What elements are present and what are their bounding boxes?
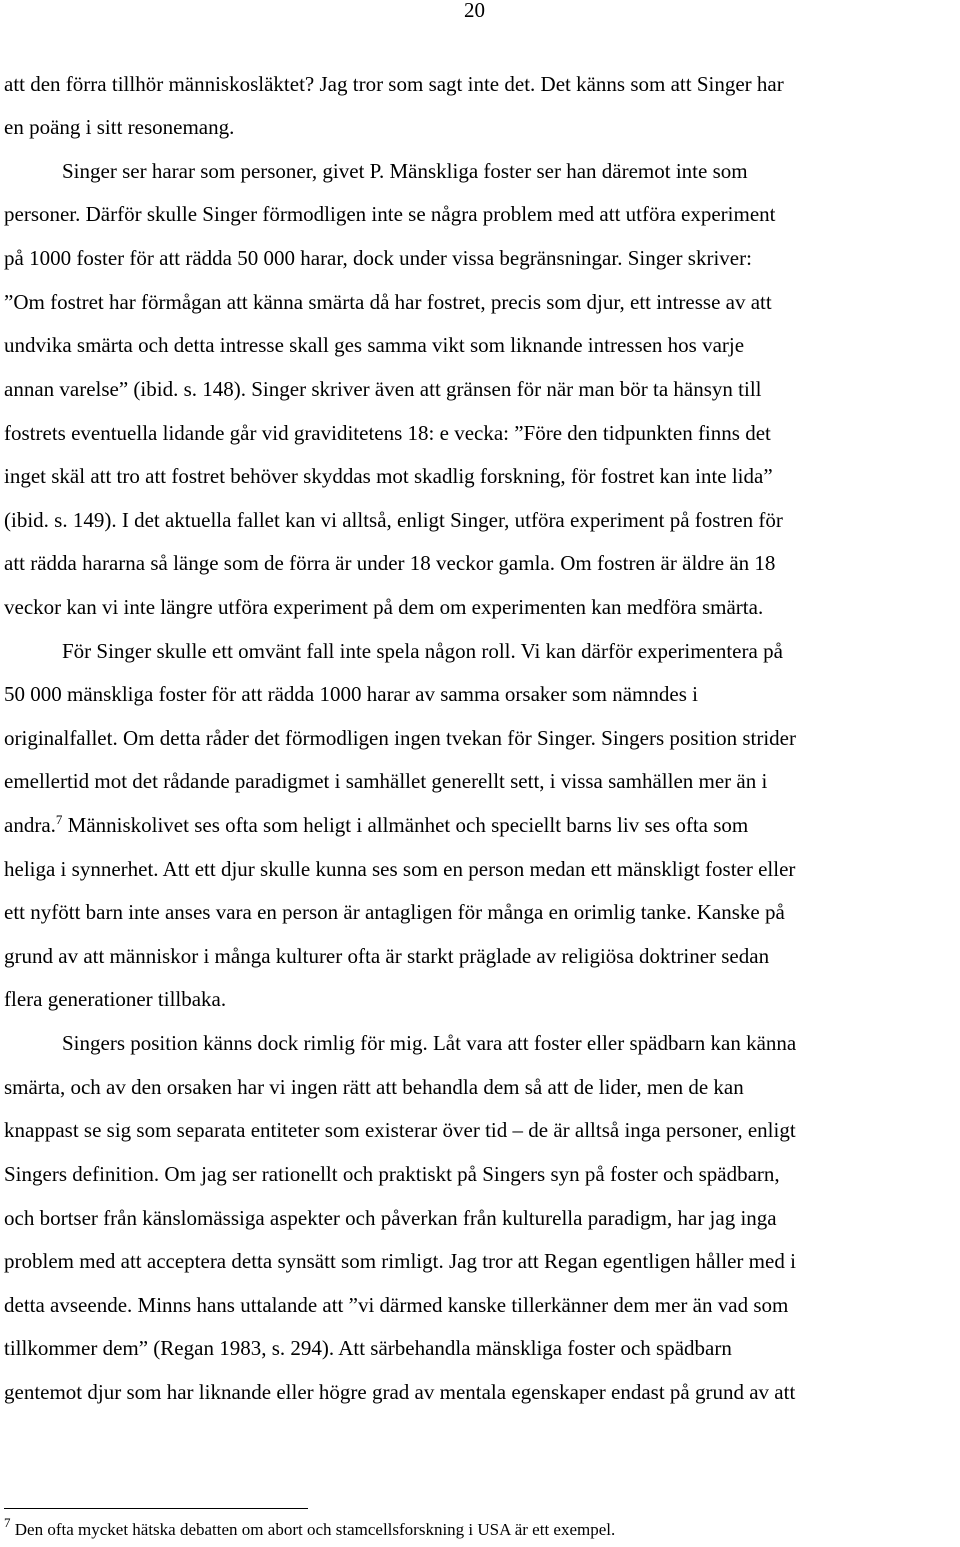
text-line: gentemot djur som har liknande eller högre grad av mentala egenskaper endast på grund av att — [4, 1380, 796, 1404]
page-number: 20 — [464, 0, 485, 22]
footnote-reference: 7 — [55, 812, 63, 827]
text-line: originalfallet. Om detta råder det förmodligen ingen tvekan för Singer. Singers position strider — [4, 726, 796, 750]
text-line: Singer ser harar som personer, givet P. Mänskliga foster ser han däremot inte som — [62, 159, 748, 183]
text-line: ”Om fostret har förmågan att känna smärta då har fostret, precis som djur, ett intresse av att — [4, 290, 772, 314]
text-line: emellertid mot det rådande paradigmet i samhället generellt sett, i vissa samhällen mer än i — [4, 769, 768, 793]
text-line: Singers position känns dock rimlig för mig. Låt vara att foster eller spädbarn kan känna — [62, 1031, 797, 1055]
footnote-separator — [4, 1508, 308, 1509]
footnote-text: Den ofta mycket hätska debatten om abort och stamcellsforskning i USA är ett exempel. — [14, 1520, 616, 1539]
text-line: annan varelse” (ibid. s. 148). Singer skriver även att gränsen för när man bör ta hänsyn till — [4, 377, 762, 401]
text-line: fostrets eventuella lidande går vid graviditetens 18: e vecka: ”Före den tidpunkten finns det — [4, 421, 771, 445]
text-line: knappast se sig som separata entiteter som existerar över tid – de är alltså inga personer, enligt — [4, 1118, 796, 1142]
text-line: veckor kan vi inte längre utföra experiment på dem om experimenten kan medföra smärta. — [4, 595, 764, 619]
text-line: och bortser från känslomässiga aspekter och påverkan från kulturella paradigm, har jag inga — [4, 1206, 777, 1230]
text-line: en poäng i sitt resonemang. — [4, 115, 235, 139]
text-line: att den förra tillhör människosläktet? Jag tror som sagt inte det. Det känns som att Singer har — [4, 72, 784, 96]
text-line: problem med att acceptera detta synsätt som rimligt. Jag tror att Regan egentligen håller med i — [4, 1249, 796, 1273]
footnote — [4, 1515, 616, 1541]
line-rest: Människolivet ses ofta som heligt i allmänhet och speciellt barns liv ses ofta som — [67, 813, 749, 837]
text-line: undvika smärta och detta intresse skall ges samma vikt som liknande intressen hos varje — [4, 333, 745, 357]
text-line: heliga i synnerhet. Att ett djur skulle kunna ses som en person medan ett mänskligt foster eller — [4, 857, 796, 881]
text-line: flera generationer tillbaka. — [4, 987, 227, 1011]
text-line — [4, 811, 748, 839]
text-line: (ibid. s. 149). I det aktuella fallet kan vi alltså, enligt Singer, utföra experiment på fostren för — [4, 508, 783, 532]
text-line: att rädda hararna så länge som de förra är under 18 veckor gamla. Om fostren är äldre än 18 — [4, 551, 776, 575]
text-line: smärta, och av den orsaken har vi ingen rätt att behandla dem så att de lider, men de kan — [4, 1075, 744, 1099]
text-line: personer. Därför skulle Singer förmodligen inte se några problem med att utföra experiment — [4, 202, 776, 226]
text-line: 50 000 mänskliga foster för att rädda 1000 harar av samma orsaker som nämndes i — [4, 682, 698, 706]
text-line: på 1000 foster för att rädda 50 000 harar, dock under vissa begränsningar. Singer skriver: — [4, 246, 752, 270]
text-line: För Singer skulle ett omvänt fall inte spela någon roll. Vi kan därför experimentera på — [62, 639, 783, 663]
text-line: Singers definition. Om jag ser rationellt och praktiskt på Singers syn på foster och spädbarn, — [4, 1162, 780, 1186]
line-prefix: andra. — [4, 813, 56, 837]
text-line: grund av att människor i många kulturer ofta är starkt präglade av religiösa doktriner sedan — [4, 944, 770, 968]
text-line: detta avseende. Minns hans uttalande att ”vi därmed kanske tillerkänner dem mer än vad som — [4, 1293, 789, 1317]
footnote-marker: 7 — [4, 1515, 11, 1530]
text-line: ett nyfött barn inte anses vara en person är antagligen för många en orimlig tanke. Kanske på — [4, 900, 785, 924]
text-line: tillkommer dem” (Regan 1983, s. 294). Att särbehandla mänskliga foster och spädbarn — [4, 1336, 732, 1360]
text-line: inget skäl att tro att fostret behöver skyddas mot skadlig forskning, för fostret kan inte lida” — [4, 464, 773, 488]
